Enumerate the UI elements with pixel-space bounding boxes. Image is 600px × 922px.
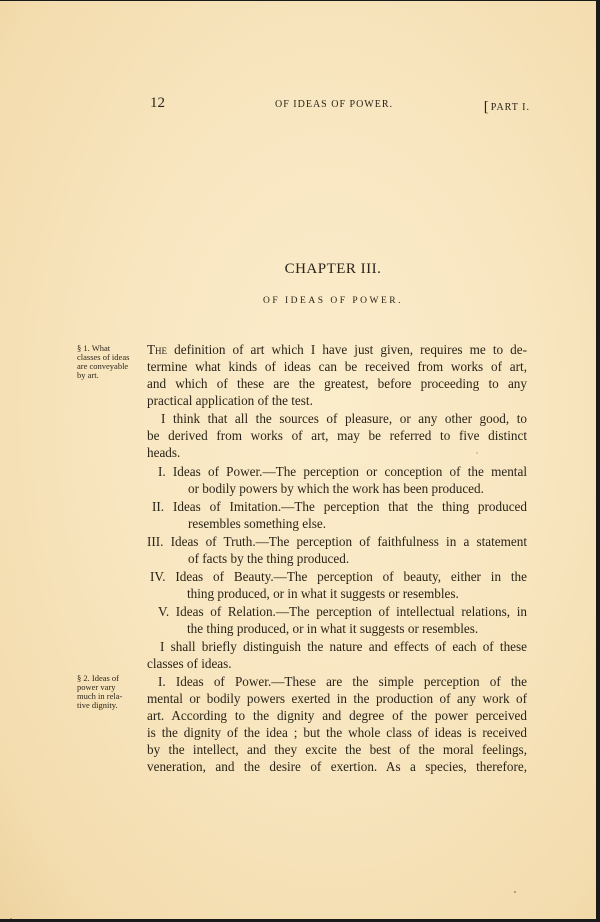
paragraph-1-line-2: termine what kinds of ideas can be received from works of art, [147, 359, 527, 374]
paragraph-3-line-1: I shall briefly distinguish the nature and effects of each of these [160, 639, 527, 654]
list-item-5-line-2: the thing produced, or in what it suggests or resembles. [187, 621, 479, 636]
list-item-5-line-1: V. Ideas of Relation.—The perception of intellectual relations, in [158, 604, 527, 619]
paragraph-4-line-3: art. According to the dignity and degree of the power perceived [147, 708, 527, 723]
paragraph-1-line-4: practical application of the test. [147, 393, 313, 408]
margin-note-line: power vary [77, 682, 116, 692]
margin-note-section-2 [77, 674, 149, 710]
paragraph-2-line-2: be derived from works of art, may be referred to five distinct [147, 428, 527, 443]
book-page [0, 1, 596, 919]
paragraph-1-line-3: and which of these are the greatest, before proceeding to any [147, 376, 527, 391]
list-item-3-line-1: III. Ideas of Truth.—The perception of faithfulness in a statement [147, 534, 527, 549]
margin-note-line: § 1. What [77, 343, 111, 353]
paper-speck [10, 918, 12, 919]
margin-note-line: much in rela- [77, 691, 123, 701]
paragraph-4-line-4: is the dignity of the idea ; but the whole class of ideas is received [147, 725, 527, 740]
drop-word: The [147, 342, 168, 357]
margin-note-line: § 2. Ideas of [77, 673, 120, 683]
paragraph-2-line-1: I think that all the sources of pleasure, or any other good, to [161, 411, 527, 426]
chapter-subtitle: OF IDEAS OF POWER. [262, 296, 403, 306]
paper-speck [514, 891, 516, 893]
paragraph-1-line-1: The definition of art which I have just given, requires me to de- [147, 342, 527, 357]
list-item-1-line-2: or bodily powers by which the work has been produced. [188, 481, 484, 496]
paragraph-4-line-1: I. Ideas of Power.—These are the simple perception of the [158, 674, 527, 689]
list-item-2-line-2: resembles something else. [188, 516, 327, 531]
margin-note-line: classes of ideas [77, 352, 130, 362]
paragraph-2-line-3: heads. [147, 445, 181, 460]
list-item-3-line-2: of facts by the thing produced. [188, 551, 350, 566]
chapter-title: CHAPTER III. [284, 261, 382, 277]
margin-note-line: tive dignity. [77, 700, 118, 710]
list-item-1-line-1: I. Ideas of Power.—The perception or conception of the mental [158, 464, 527, 479]
margin-note-line: are conveyable [77, 361, 129, 371]
paper-speck [476, 452, 478, 454]
paragraph-3-line-2: classes of ideas. [147, 656, 232, 671]
paragraph-4-line-2: mental or bodily powers exerted in the production of any work of [147, 691, 527, 706]
paragraph-4-line-6: veneration, and the desire of exertion. As a species, therefore, [147, 759, 527, 774]
margin-note-line: by art. [77, 370, 99, 380]
list-item-4-line-2: thing produced, or in what it suggests or resembles. [187, 586, 459, 601]
list-item-4-line-1: IV. Ideas of Beauty.—The perception of beauty, either in the [150, 569, 527, 584]
list-item-2-line-1: II. Ideas of Imitation.—The perception that the thing produced [152, 499, 527, 514]
running-title: OF IDEAS OF POWER. [275, 99, 394, 110]
paragraph-4-line-5: by the intellect, and they excite the best of the moral feelings, [147, 742, 527, 757]
running-head [150, 97, 530, 117]
part-label: [ PART I. [484, 98, 530, 115]
margin-note-section-1 [77, 344, 149, 380]
page-number: 12 [150, 95, 165, 111]
